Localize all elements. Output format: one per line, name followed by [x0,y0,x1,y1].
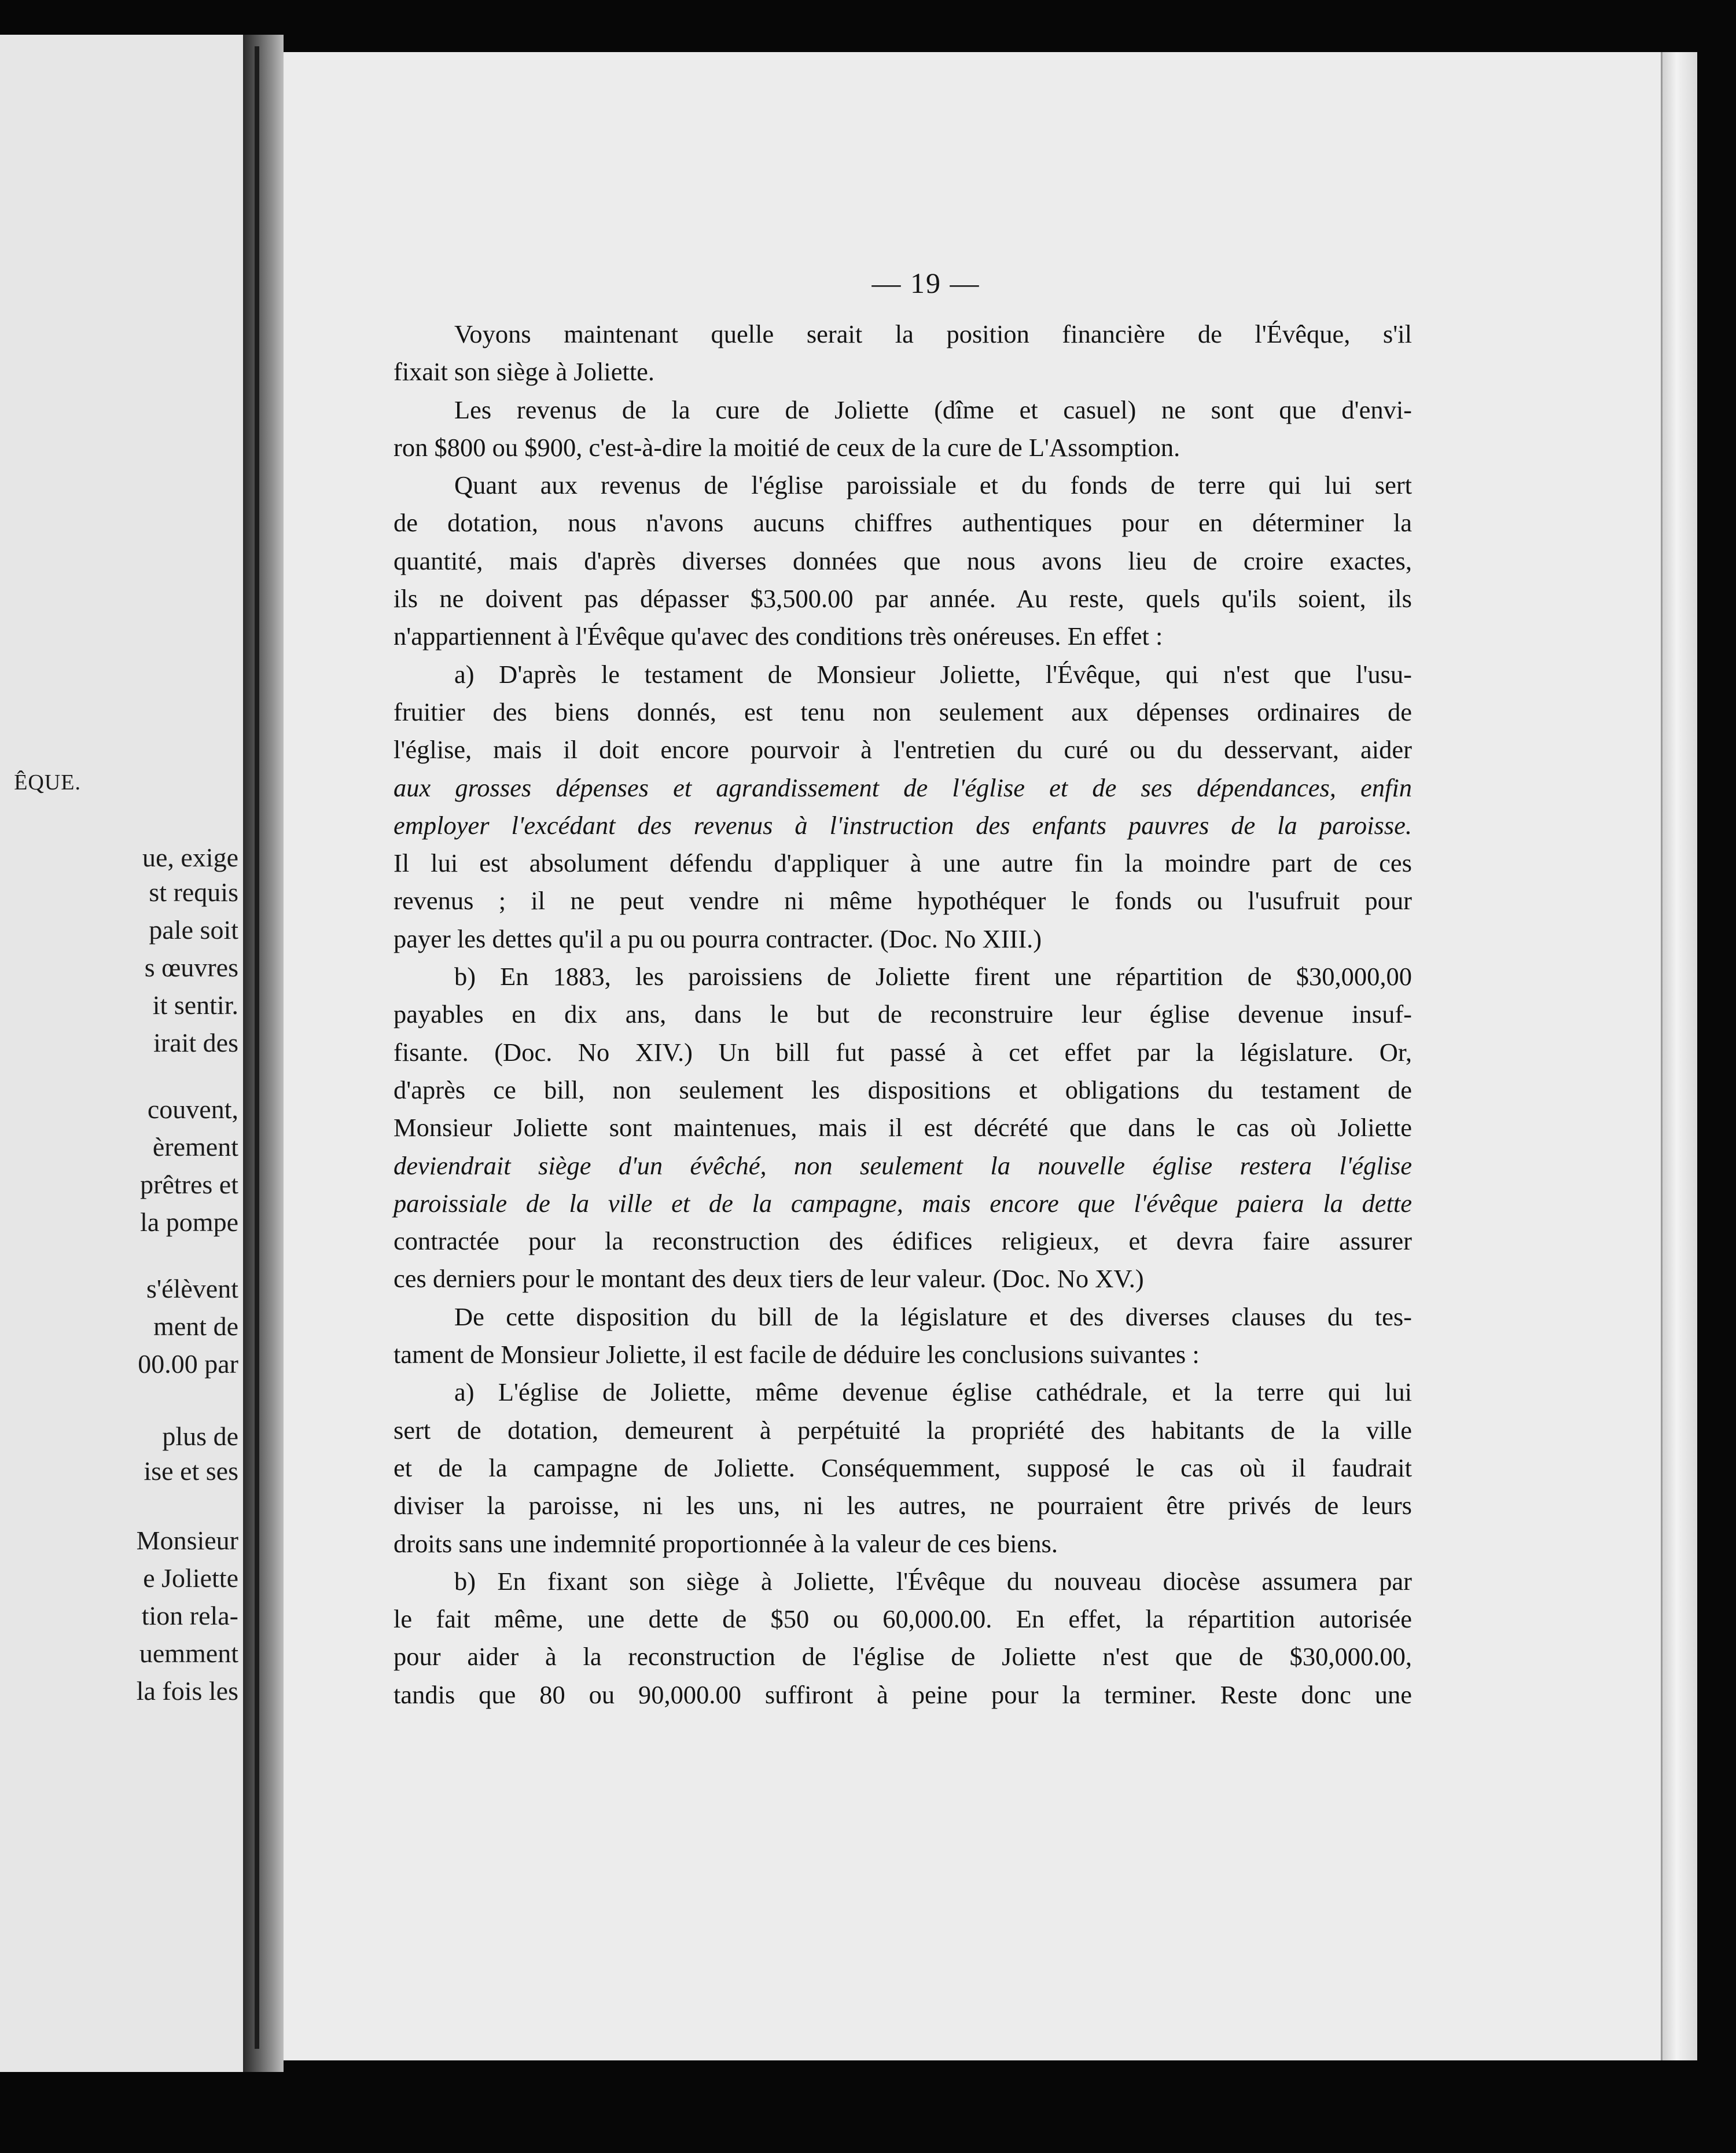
text-line: d'après ce bill, non seulement les dispositions et obligations du testament de [393,1075,1412,1104]
text-line: diviser la paroisse, ni les uns, ni les autres, ne pourraient être privés de leurs [393,1491,1412,1520]
previous-page-line: pale soit [149,915,238,945]
text-line: paroissiale de la ville et de la campagne, mais encore que l'évêque paiera la dette [393,1188,1412,1218]
previous-page-line: st requis [149,877,238,907]
text-line: de dotation, nous n'avons aucuns chiffres authentiques pour en déterminer la [393,508,1412,538]
text-line: n'appartiennent à l'Évêque qu'avec des conditions très onéreuses. En effet : [393,622,1163,651]
text-line: Les revenus de la cure de Joliette (dîme et casuel) ne sont que d'envi- [454,395,1412,424]
previous-page-line: s'élèvent [146,1274,238,1303]
text-line: contractée pour la reconstruction des édifices religieux, et devra faire assurer [393,1226,1412,1256]
text-line: employer l'excédant des revenus à l'instruction des enfants pauvres de la paroisse. [393,810,1412,840]
text-line: quantité, mais d'après diverses données que nous avons lieu de croire exactes, [393,546,1412,575]
text-line: fisante. (Doc. No XIV.) Un bill fut passé à cet effet par la législature. Or, [393,1037,1412,1067]
previous-page-line: èrement [152,1132,238,1162]
text-line: tament de Monsieur Joliette, il est facile de déduire les conclusions suivantes : [393,1340,1200,1369]
text-line: pour aider à la reconstruction de l'église de Joliette n'est que de $30,000.00, [393,1642,1412,1671]
previous-page-line: ment de [153,1311,238,1341]
text-line: a) L'église de Joliette, même devenue église cathédrale, et la terre qui lui [454,1377,1412,1407]
previous-page-line: prêtres et [140,1170,238,1199]
previous-page-line: la fois les [136,1676,238,1706]
text-line: Voyons maintenant quelle serait la position financière de l'Évêque, s'il [454,319,1412,348]
text-line: ils ne doivent pas dépasser $3,500.00 par année. Au reste, quels qu'ils soient, ils [393,584,1412,613]
text-line: ron $800 ou $900, c'est-à-dire la moitié de ceux de la cure de L'Assomption. [393,432,1180,462]
text-line: fixait son siège à Joliette. [393,357,655,387]
previous-page-line: it sentir. [152,990,238,1020]
text-line: Monsieur Joliette sont maintenues, mais il est décrété que dans le cas où Joliette [393,1113,1412,1142]
text-line: sert de dotation, demeurent à perpétuité la propriété des habitants de la ville [393,1415,1412,1445]
body-text [393,315,1412,1714]
text-line: Il lui est absolument défendu d'appliquer à une autre fin la moindre part de ces [393,848,1412,878]
text-line: a) D'après le testament de Monsieur Joliette, l'Évêque, qui n'est que l'usu- [454,659,1412,689]
previous-page [0,35,243,2072]
book-gutter [243,35,284,2072]
page-number: — 19 — [871,267,980,299]
previous-page-line: la pompe [140,1207,238,1237]
previous-page-line: ue, exige [142,843,238,872]
binding-edge [255,46,259,2049]
text-line: De cette disposition du bill de la législature et des diverses clauses du tes- [454,1302,1412,1331]
page-edge [1661,52,1697,2060]
previous-page-line: irait des [153,1028,238,1057]
text-line: revenus ; il ne peut vendre ni même hypothéquer le fonds ou l'usufruit pour [393,886,1412,916]
previous-page-line: s œuvres [144,953,238,982]
text-line: payer les dettes qu'il a pu ou pourra contracter. (Doc. No XIII.) [393,924,1042,953]
text-line: deviendrait siège d'un évêché, non seulement la nouvelle église restera l'église [393,1151,1412,1180]
text-line: aux grosses dépenses et agrandissement de l'église et de ses dépendances, enfin [393,773,1412,802]
text-line: b) En 1883, les paroissiens de Joliette firent une répartition de $30,000,00 [454,962,1412,991]
text-line: le fait même, une dette de $50 ou 60,000.00. En effet, la répartition autorisée [393,1604,1412,1634]
previous-page-line: plus de [162,1421,238,1451]
previous-page-line: uemment [139,1638,238,1668]
previous-page-line: 00.00 par [138,1349,238,1379]
previous-page-heading-fragment: ÊQUE. [14,770,81,795]
previous-page-line: couvent, [147,1094,238,1124]
text-line: ces derniers pour le montant des deux tiers de leur valeur. (Doc. No XV.) [393,1264,1144,1294]
text-line: fruitier des biens donnés, est tenu non seulement aux dépenses ordinaires de [393,697,1412,726]
text-line: l'église, mais il doit encore pourvoir à l'entretien du curé ou du desservant, aider [393,735,1412,765]
previous-page-line: Monsieur [136,1526,238,1555]
text-line: droits sans une indemnité proportionnée à la valeur de ces biens. [393,1529,1058,1558]
text-line: Quant aux revenus de l'église paroissiale et du fonds de terre qui lui sert [454,471,1412,500]
text-line: payables en dix ans, dans le but de reconstruire leur église devenue insuf- [393,1000,1412,1029]
previous-page-line: tion rela- [141,1601,238,1630]
previous-page-line: ise et ses [144,1456,238,1486]
previous-page-line: e Joliette [143,1563,238,1593]
text-line: tandis que 80 ou 90,000.00 suffiront à peine pour la terminer. Reste donc une [393,1680,1412,1709]
text-line: et de la campagne de Joliette. Conséquemment, supposé le cas où il faudrait [393,1453,1412,1482]
text-line: b) En fixant son siège à Joliette, l'Évêque du nouveau diocèse assumera par [454,1566,1412,1596]
